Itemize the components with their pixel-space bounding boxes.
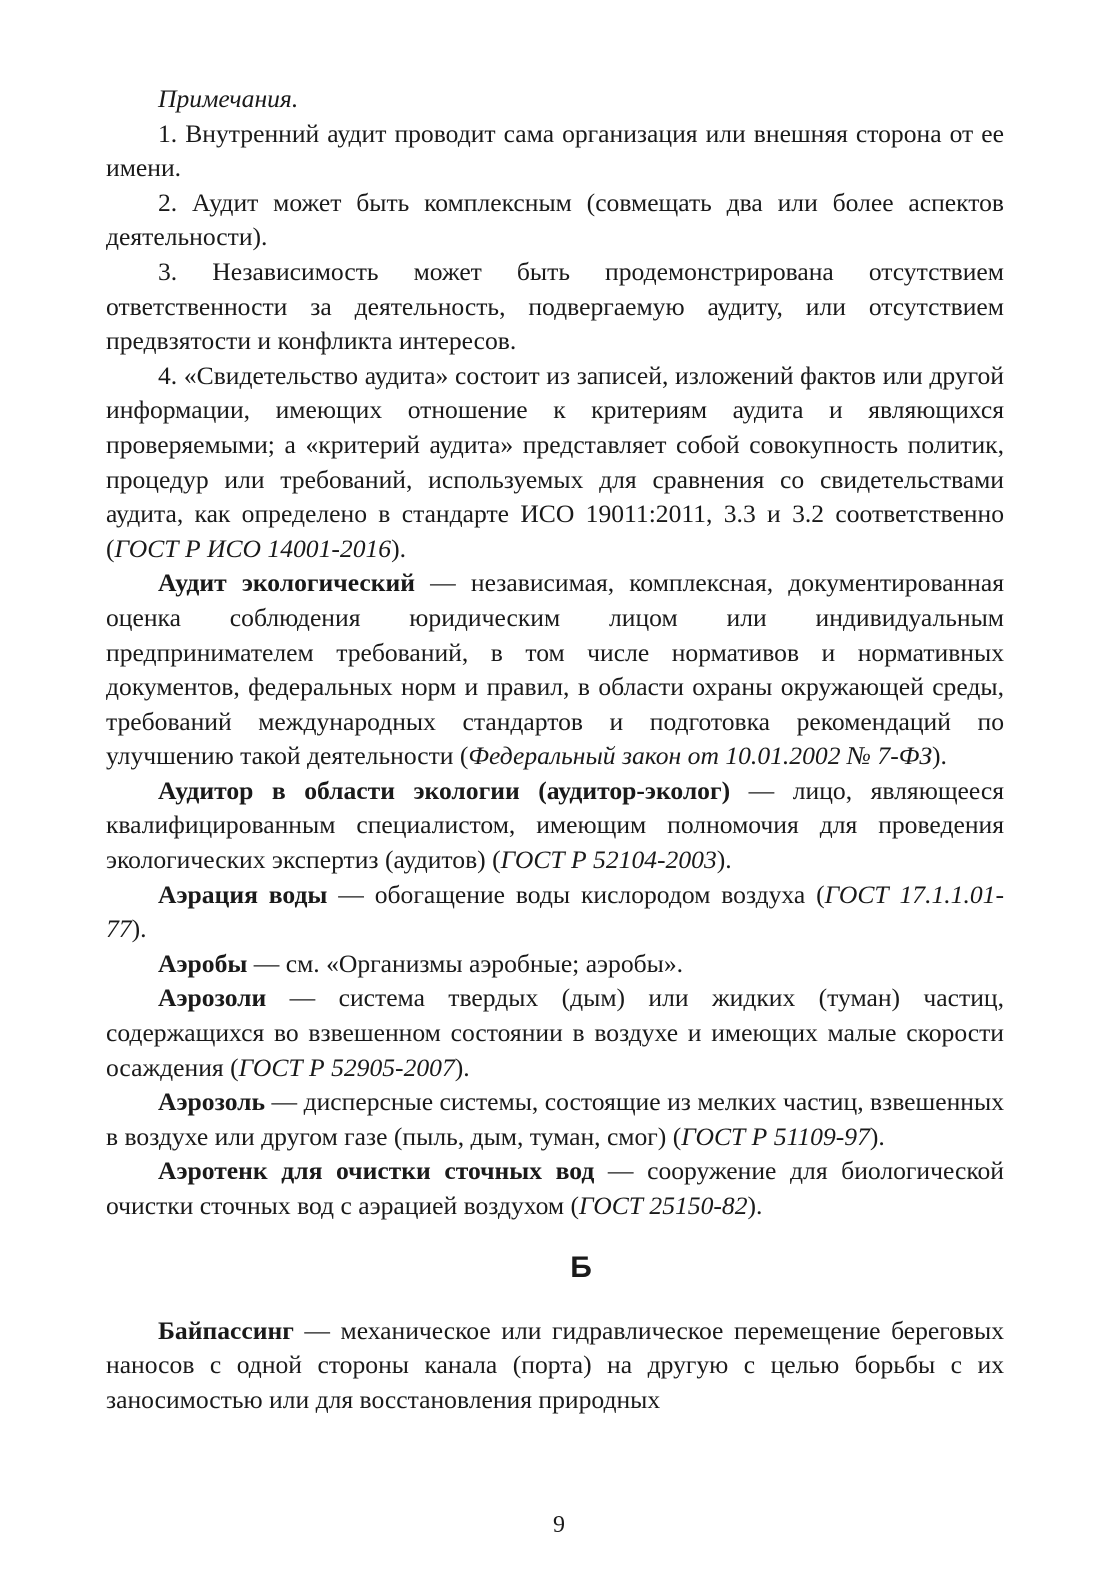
entry-auditor-ecologist <box>106 774 1004 878</box>
entry-aerosol <box>106 1085 1004 1154</box>
entry-definition: — сооружение для биологической очистки сточных вод с аэрацией воздухом ( <box>106 1156 1004 1220</box>
note-4-reference: ГОСТ Р ИСО 14001-2016 <box>114 533 392 563</box>
entry-end: ). <box>869 1121 885 1151</box>
entry-end: ). <box>716 845 732 875</box>
entry-end: ). <box>932 741 947 771</box>
entry-audit-ecological <box>106 566 1004 774</box>
section-heading-b: Б <box>570 1250 592 1284</box>
entry-water-aeration <box>106 878 1004 947</box>
entry-aerosols <box>106 981 1004 1085</box>
entry-end: ). <box>747 1191 763 1220</box>
entry-definition: — дисперсные системы, состоящие из мелких частиц, взвешенных в воздухе или другом газе (пыль, дым, туман, смог) ( <box>106 1087 1004 1151</box>
entry-source: ГОСТ Р 51109-97 <box>681 1121 870 1151</box>
entry-term: Аудитор в области экологии (аудитор-эколог) <box>158 775 731 805</box>
entry-term: Байпассинг <box>158 1315 294 1345</box>
notes-title: Примечания. <box>158 84 299 113</box>
entry-aerobes <box>106 947 1004 982</box>
note-1: 1. Внутренний аудит проводит сама организация или внешняя сторона от ее имени. <box>106 118 1004 183</box>
note-2: 2. Аудит может быть комплексным (совмещать два или более аспектов деятельности). <box>106 187 1004 252</box>
entry-definition: — система твердых (дым) или жидких (туман) частиц, содержащихся во взвешенном состоянии в воздухе и имеющих малые скорости осаждения ( <box>106 983 1004 1082</box>
entry-source: ГОСТ 17.1.1.01-77 <box>106 879 1004 944</box>
entry-term: Аэробы <box>158 948 248 978</box>
entry-aerotank <box>106 1154 1004 1223</box>
note-4-text: 4. «Свидетельство аудита» состоит из записей, изложений фактов или другой информации, имеющих отношение к критериям аудита и являющихся проверяемыми; а «критерий аудита» представляет собой совокупность политик, процедур или требований, используемых для сравнения со свидетельствами аудита, как определено в стандарте ИСО 19011:2011, 3.3 и 3.2 соответственно ( <box>106 360 1004 563</box>
entry-definition: — механическое или гидравлическое перемещение береговых наносов с одной стороны канала (порта) на другую с целью борьбы с их заносимостью или для восстановления природных <box>106 1315 1004 1414</box>
entry-end: ). <box>131 914 147 944</box>
entry-definition: — см. «Организмы аэробные; аэробы». <box>247 948 684 978</box>
entry-source: ГОСТ Р 52104-2003 <box>500 845 717 875</box>
entry-source: Федеральный закон от 10.01.2002 № 7-ФЗ <box>468 741 932 771</box>
entry-end: ). <box>454 1052 470 1082</box>
entry-term: Аудит экологический <box>158 568 415 598</box>
entry-source: ГОСТ Р 52905-2007 <box>238 1052 455 1082</box>
page-number: 9 <box>553 1512 565 1538</box>
entry-term: Аэрозоль <box>158 1087 266 1117</box>
note-4-end: ). <box>391 533 407 563</box>
document-body <box>106 82 1004 1417</box>
entry-definition: — лицо, являющееся квалифицированным специалистом, имеющим полномочия для проведения экологических экспертиз (аудитов) ( <box>106 775 1005 875</box>
entry-definition: — независимая, комплексная, документированная оценка соблюдения юридическим лицом или индивидуальным предпринимателем требований, в том числе нормативов и нормативных документов, федеральных норм и правил, в области охраны окружающей среды, требований международных стандартов и подготовка рекомендаций по улучшению такой деятельности ( <box>106 568 1004 771</box>
note-4 <box>106 359 1004 567</box>
entry-definition: — обогащение воды кислородом воздуха ( <box>327 879 825 909</box>
entry-source: ГОСТ 25150-82 <box>579 1191 748 1220</box>
entry-term: Аэрозоли <box>158 983 267 1013</box>
entry-term: Аэрация воды <box>158 879 328 909</box>
entry-bypassing <box>106 1314 1004 1418</box>
entry-term: Аэротенк для очистки сточных вод <box>158 1156 595 1186</box>
note-3: 3. Независимость может быть продемонстрирована отсутствием ответственности за деятельность, подвергаемую аудиту, или отсутствием предвзятости и конфликта интересов. <box>106 256 1004 356</box>
